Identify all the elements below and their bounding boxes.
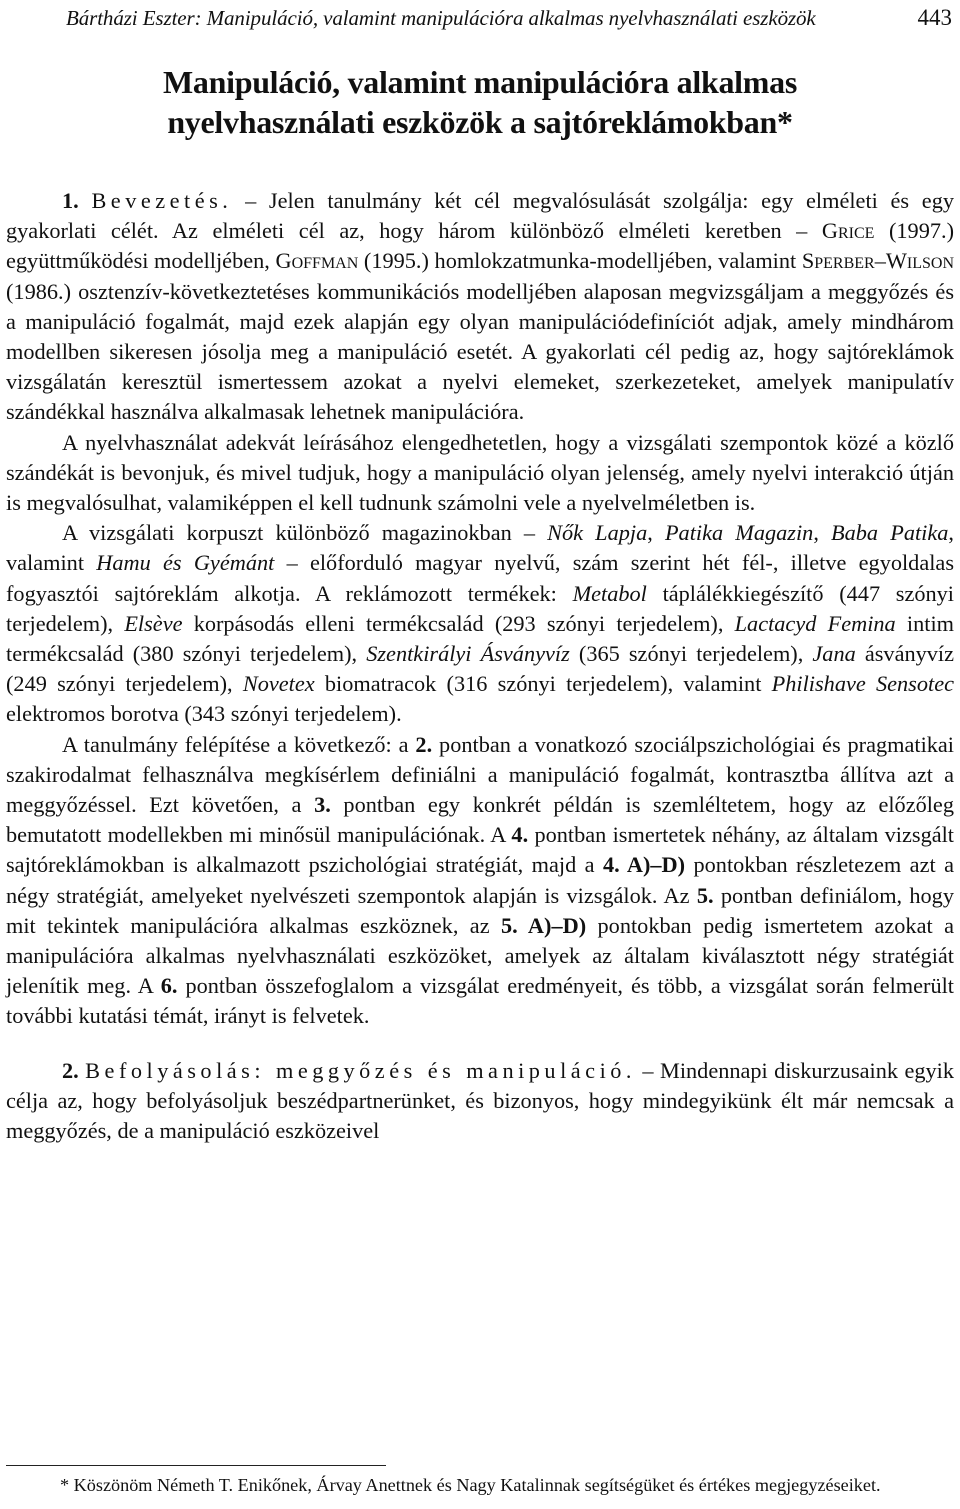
author-sperber-wilson: Sperber–Wilson [801, 248, 954, 274]
page-number: 443 [917, 5, 952, 30]
running-title: Bártházi Eszter: Manipuláció, valamint manipulációra alkalmas nyelvhasználati eszközök [66, 6, 816, 30]
section-1-number: 1. [62, 188, 79, 213]
footnote-rule [6, 1465, 386, 1466]
section-1-paragraph-1: 1. Bevezetés. – Jelen tanulmány két cél megvalósulását szolgálja: egy elméleti és egy gyakorlati célét. Az elméleti cél az, hogy három különböző elméleti keretben – Grice (1997.) együttműködési modelljében, Goffman (1995.) homlokzatmunka-modelljében, valamint Sperber–Wilson (1986.) osztenzív-következtetéses kommunikációs modelljében alaposan megvizsgáljam a meggyőzés és a manipuláció fogalmát, majd ezek alapján egy olyan manipulációdefiníciót adjak, amely mindhárom modellben sikeresen jósolja meg a manipuláció esetét. A gyakorlati cél pedig az, hogy sajtóreklámok vizsgálatán keresztül ismertessem azokat a nyelvi elemeket, szerkezeteket, amelyek manipulatív szándékkal használva alkalmasak lehetnek manipulációra. [6, 188, 954, 425]
article-title-line-2: nyelvhasználati eszközök a sajtóreklámokban* [167, 104, 793, 140]
section-1-paragraph-2: A nyelvhasználat adekvát leírásához elengedhetetlen, hogy a vizsgálati szempontok közé a közlő szándékát is bevonjuk, és mivel tudjuk, hogy a manipuláció olyan jelenség, amely nyelvi interakció útján is megvalósulhat, valamiképpen el kell tudnunk számolni vele a nyelvelméletben is. [6, 429, 954, 516]
author-grice: Grice [821, 218, 875, 244]
section-1-paragraph-3: A vizsgálati korpuszt különböző magazinokban – Nők Lapja, Patika Magazin, Baba Patika, valamint Hamu és Gyémánt – előforduló magyar nyelvű, szám szerint hét fél-, illetve egyoldalas fogyasztói sajtóreklám alkotja. A reklámozott termékek: Metabol táplálékkiegészítő (447 szónyi terjedelem), Elsève korpásodás elleni termékcsalád (293 szónyi terjedelem), Lactacyd Femina intim termékcsalád (380 szónyi terjedelem), Szentkirályi Ásványvíz (365 szónyi terjedelem), Jana ásványvíz (249 szónyi terjedelem), Novetex biomatracok (316 szónyi terjedelem), valamint Philishave Sensotec elektromos borotva (343 szónyi terjedelem). [6, 520, 955, 727]
running-header [66, 4, 952, 38]
section-1-paragraph-4: A tanulmány felépítése a következő: a 2. pontban a vonatkozó szociálpszichológiai és pragmatikai szakirodalmat felhasználva megkísérlem definiálni a manipuláció fogalmát, kontrasztba állítva azt a meggyőzéssel. Ezt követően, a 3. pontban egy konkrét példán is szemléltetem, hogy az előzőleg bemutatott modellekben mi minősül manipulációnak. A 4. pontban ismertetek néhány, az általam vizsgált sajtóreklámokban is alkalmazott pszichológiai stratégiát, majd a 4. A)–D) pontokban részletezem azt a négy stratégiát, amelyeket nyelvészeti szempontok alapján is vizsgálok. Az 5. pontban definiálom, hogy mit tekintek manipulációra alkalmas eszköznek, az 5. A)–D) pontokban pedig ismertetem azokat a manipulációra alkalmas nyelvhasználati eszközöket, amelyek az általam kiválasztott négy stratégiát jelenítik meg. A 6. pontban összefoglalom a vizsgálat eredményeit, és több, a vizsgálat során felmerült további kutatási témát, irányt is felvetek. [6, 731, 955, 1029]
author-goffman: Goffman [275, 248, 359, 274]
section-2-paragraph-1: 2. Befolyásolás: meggyőzés és manipuláció. – Mindennapi diskurzusaink egyik célja az, hogy befolyásoljuk beszédpartnerünket, és bizonyos, hogy mindegyikünk élt már nemcsak a meggyőzés, de a manipuláció eszközeivel [6, 1057, 954, 1144]
article-body [6, 186, 954, 1146]
section-1-heading: Bevezetés. [91, 188, 233, 213]
footnote: * Köszönöm Németh T. Enikőnek, Árvay Anettnek és Nagy Katalinnak segítségüket és értékes megjegyzéseiket. [60, 1475, 881, 1495]
article-title [0, 62, 960, 142]
section-2-heading: Befolyásolás: meggyőzés és manipuláció. [85, 1057, 636, 1083]
section-gap [6, 1032, 954, 1056]
section-2-number: 2. [62, 1057, 79, 1083]
article-title-line-1: Manipuláció, valamint manipulációra alkalmas [163, 64, 797, 100]
